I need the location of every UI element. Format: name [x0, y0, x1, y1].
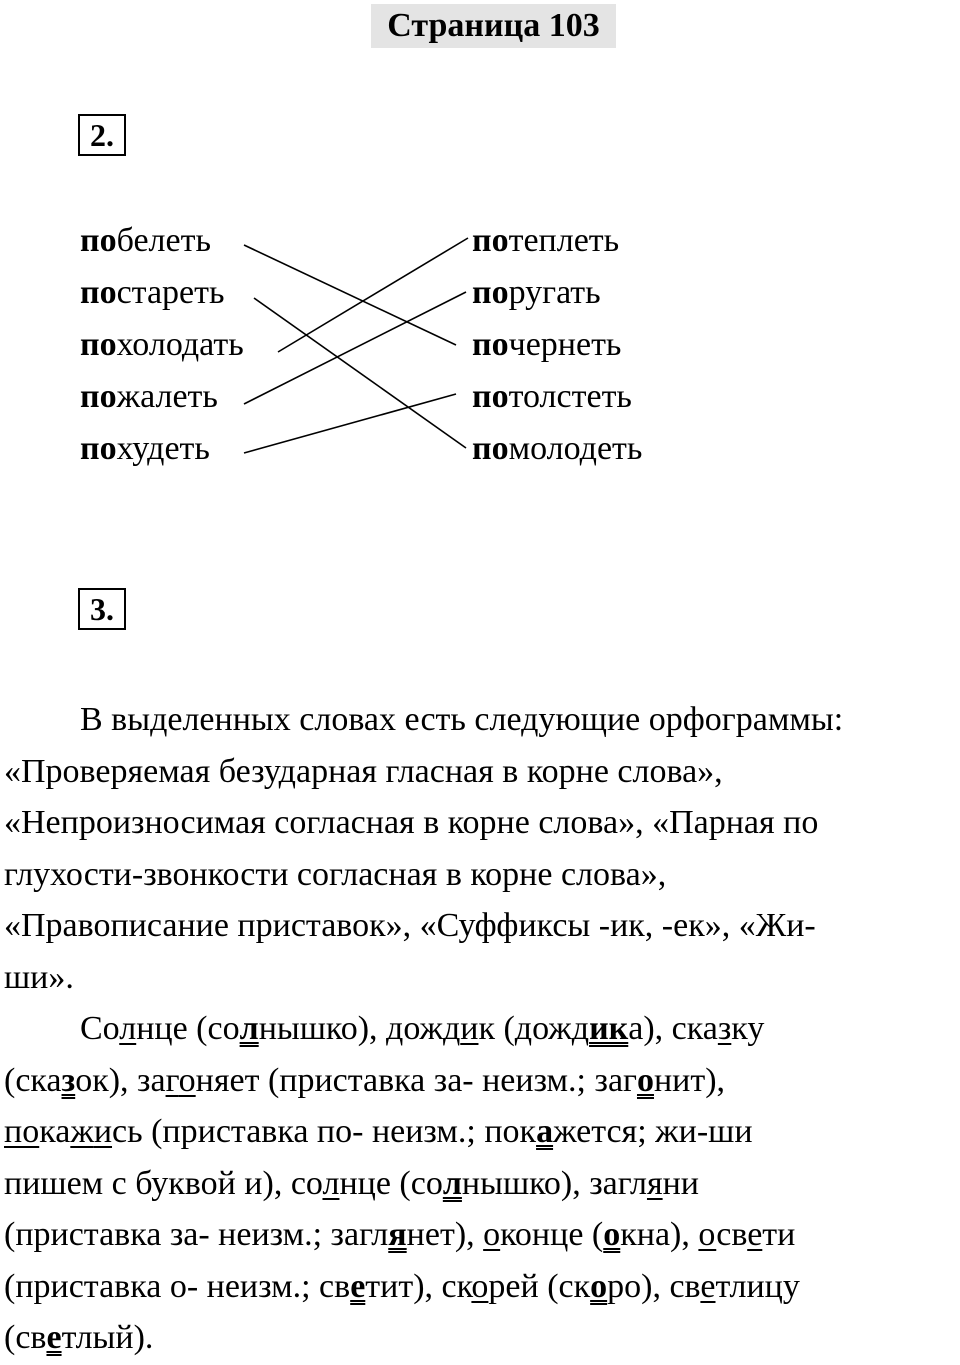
answer-line — [4, 1055, 956, 1107]
check-letter: о — [636, 1061, 654, 1099]
check-letter: з — [61, 1061, 76, 1099]
word-rest: ругать — [508, 274, 601, 311]
check-letter: а — [536, 1113, 554, 1150]
word-rest: худеть — [116, 430, 210, 467]
connection-line-5 — [244, 394, 456, 453]
left-word-4 — [80, 377, 218, 417]
intro-line: ши». — [4, 958, 74, 996]
underlined-letter: з — [717, 1010, 732, 1047]
left-word-3 — [80, 325, 244, 365]
prefix: по — [80, 222, 117, 259]
check-letter: я — [388, 1216, 407, 1253]
underlined-letter: г — [165, 1061, 179, 1099]
check-letter: о — [603, 1216, 621, 1253]
prefix: по — [80, 378, 117, 415]
prefix: по — [472, 326, 509, 363]
text-segment: ти — [762, 1216, 796, 1253]
prefix: по — [472, 222, 509, 259]
underlined-letter: и — [460, 1010, 479, 1047]
text-segment: нце (со — [136, 1010, 240, 1047]
check-letter: е — [350, 1267, 366, 1305]
text-segment: тлицу — [715, 1267, 800, 1305]
underlined-letter: о — [178, 1061, 196, 1099]
text-segment: к (дожд — [478, 1010, 590, 1047]
prefix: по — [80, 326, 117, 363]
task-3-number: 3. — [78, 588, 126, 630]
text-segment: (св — [4, 1319, 47, 1356]
right-word-3 — [472, 325, 621, 365]
text-segment: ка — [39, 1113, 71, 1150]
text-segment: конце ( — [500, 1216, 604, 1253]
prefix: по — [472, 274, 509, 311]
right-word-5 — [472, 429, 642, 469]
task-3-intro-paragraph — [4, 694, 956, 1003]
text-segment: пишем с буквой и), со — [4, 1164, 323, 1202]
connection-line-2 — [254, 298, 466, 448]
word-rest: белеть — [116, 222, 211, 259]
right-word-4 — [472, 377, 632, 417]
text-segment: нышко), дожд — [258, 1010, 461, 1047]
text-segment: нит), — [653, 1061, 726, 1099]
text-segment: сь (приставка по- неизм.; пок — [112, 1113, 537, 1150]
underlined-letter: л — [119, 1010, 137, 1047]
underlined-letter: и — [93, 1113, 113, 1150]
answer-line — [4, 1312, 956, 1364]
text-segment: (приставка о- неизм.; св — [4, 1267, 351, 1305]
text-segment: ро), св — [607, 1267, 701, 1305]
underlined-letter: по — [4, 1113, 40, 1150]
text-segment: нет), — [406, 1216, 484, 1253]
underlined-letter: е — [747, 1216, 763, 1253]
underlined-letter: я — [646, 1164, 663, 1202]
text-segment: тлый). — [61, 1319, 154, 1356]
word-rest: жалеть — [116, 378, 218, 415]
left-word-2 — [80, 273, 225, 313]
word-rest: молодеть — [508, 430, 643, 467]
text-segment: нышко), за — [461, 1164, 618, 1202]
page-title: Страница 103 — [371, 4, 616, 48]
underlined-letter: е — [700, 1267, 716, 1305]
word-rest: теплеть — [508, 222, 620, 259]
text-segment: св — [716, 1216, 748, 1253]
intro-line: глухости-звонкости согласная в корне слова», — [4, 855, 667, 893]
text-segment: тит), ск — [365, 1267, 472, 1305]
right-word-2 — [472, 273, 601, 313]
check-letter: л — [442, 1164, 462, 1202]
text-segment: рей (ск — [488, 1267, 591, 1305]
intro-line: «Проверяемая безударная гласная в корне слова», — [4, 752, 723, 790]
check-letter: о — [590, 1267, 608, 1305]
text-segment: нце (со — [339, 1164, 443, 1202]
task-2-number: 2. — [78, 114, 126, 156]
prefix: по — [80, 274, 117, 311]
left-word-5 — [80, 429, 210, 469]
underlined-letter: л — [322, 1164, 340, 1202]
left-word-1 — [80, 221, 211, 261]
task-3-answer-paragraph — [4, 1003, 956, 1364]
prefix: по — [472, 378, 509, 415]
text-segment: (приставка за- неизм.; загл — [4, 1216, 389, 1253]
text-segment: гл — [617, 1164, 647, 1202]
underlined-letter: о — [698, 1216, 717, 1253]
intro-line: В выделенных словах есть следующие орфограммы: — [80, 701, 844, 738]
text-segment: ок), за — [75, 1061, 166, 1099]
word-rest: толстеть — [508, 378, 632, 415]
word-rest: холодать — [116, 326, 244, 363]
answer-line — [4, 1106, 956, 1158]
word-rest: стареть — [116, 274, 225, 311]
prefix: по — [472, 430, 509, 467]
connection-line-4 — [244, 292, 466, 404]
check-letter: е — [46, 1319, 62, 1356]
underlined-letter: о — [471, 1267, 489, 1305]
connection-line-1 — [244, 245, 456, 345]
prefix: по — [80, 430, 117, 467]
underlined-letter: о — [483, 1216, 501, 1253]
answer-line — [4, 1261, 956, 1313]
text-segment: а), ска — [628, 1010, 718, 1047]
text-segment: (ска — [4, 1061, 62, 1099]
text-segment: ку — [731, 1010, 765, 1047]
check-letter: ик — [589, 1010, 629, 1047]
intro-line: «Правописание приставок», «Суффиксы -ик, -ек», «Жи- — [4, 907, 816, 944]
right-word-1 — [472, 221, 619, 261]
answer-line — [4, 1003, 956, 1055]
text-segment: няет (приставка за- неизм.; заг — [195, 1061, 637, 1099]
text-segment: Со — [80, 1010, 120, 1047]
connection-line-3 — [278, 238, 468, 352]
answer-line — [4, 1158, 956, 1210]
text-segment: ни — [662, 1164, 699, 1202]
underlined-letter: ж — [70, 1113, 94, 1150]
intro-line: «Непроизносимая согласная в корне слова», «Парная по — [4, 804, 819, 841]
answer-line — [4, 1209, 956, 1261]
word-rest: чернеть — [508, 326, 622, 363]
text-segment: кна), — [620, 1216, 699, 1253]
check-letter: л — [239, 1010, 259, 1047]
text-segment: жется; жи-ши — [553, 1113, 753, 1150]
